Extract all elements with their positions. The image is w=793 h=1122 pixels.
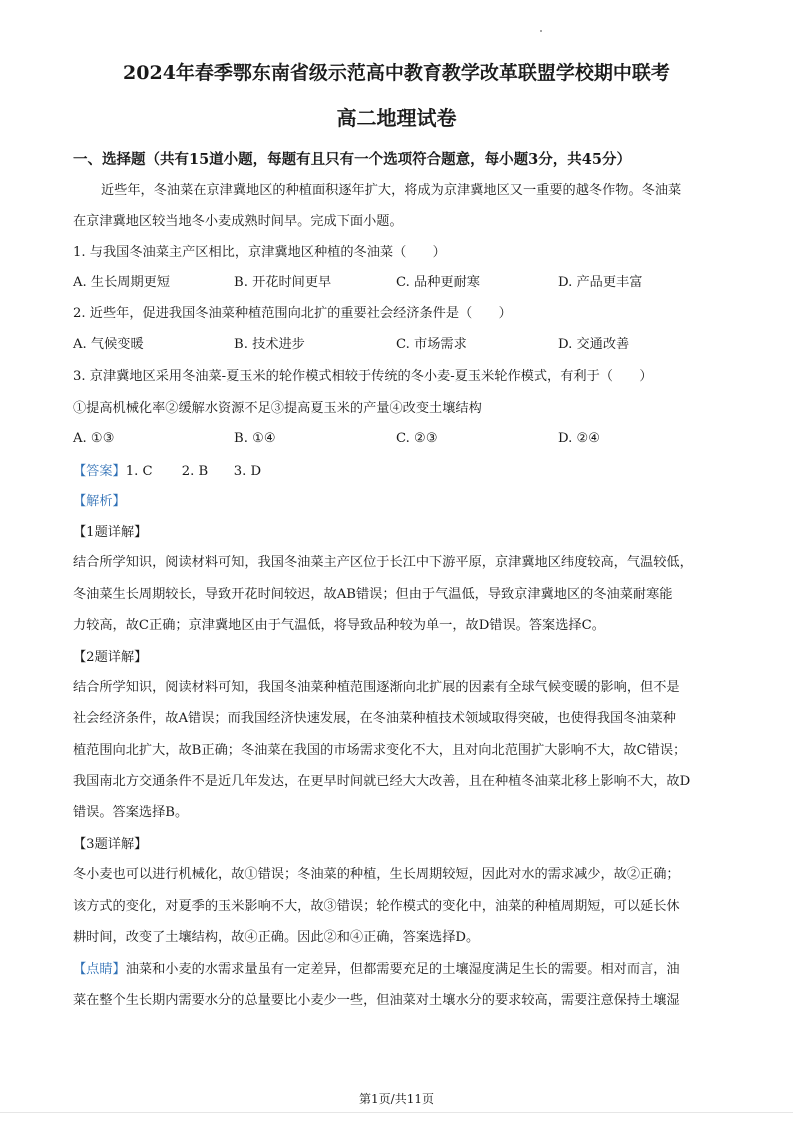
question-2-stem: 2. 近些年，促进我国冬油菜种植范围向北扩的重要社会经济条件是（ ） [73,306,512,321]
analysis-label: 【解析】 [73,494,126,509]
answer-label: 【答案】 [73,464,126,479]
question-3-option-a: A. ①③ [73,431,115,446]
detail-3-line-3: 耕时间，改变了土壤结构，故④正确。因此②和④正确，答案选择D。 [73,930,480,945]
question-2-option-d: D. 交通改善 [558,337,630,352]
question-1-option-d: D. 产品更丰富 [558,275,643,290]
question-2-option-a: A. 气候变暖 [73,337,144,352]
tip-line-1 [73,960,680,980]
detail-1-heading: 【1题详解】 [73,525,148,540]
question-1-option-b: B. 开花时间更早 [234,275,332,290]
page-number: 第1页/共11页 [359,1092,434,1106]
answer-item-1: 1. C [125,464,153,479]
question-2-option-c: C. 市场需求 [396,337,467,352]
question-3-stem: 3. 京津冀地区采用冬油菜-夏玉米的轮作模式相较于传统的冬小麦-夏玉米轮作模式，有利于（ ） [73,369,653,384]
detail-1-line-3: 力较高，故C正确；京津冀地区由于气温低，将导致品种较为单一，故D错误。答案选择C。 [73,618,605,633]
page-bottom-rule [0,1112,793,1113]
question-1-option-a: A. 生长周期更短 [73,275,171,290]
detail-2-line-5: 错误。答案选择B。 [73,805,189,820]
detail-3-line-2: 该方式的变化，对夏季的玉米影响不大，故③错误；轮作模式的变化中，油菜的种植周期短，可以延长休 [73,899,680,914]
exam-title: 2024年春季鄂东南省级示范高中教育教学改革联盟学校期中联考 [123,62,670,84]
exam-subtitle: 高二地理试卷 [336,106,457,130]
detail-2-line-4: 我国南北方交通条件不是近几年发达，在更早时间就已经大大改善，且在种植冬油菜北移上影响不大，故D [73,774,691,789]
detail-2-line-1: 结合所学知识，阅读材料可知，我国冬油菜种植范围逐渐向北扩展的因素有全球气候变暖的影响，但不是 [73,680,680,695]
question-2-option-b: B. 技术进步 [234,337,305,352]
detail-2-line-2: 社会经济条件，故A错误；而我国经济快速发展，在冬油菜种植技术领域取得突破，也使得我国冬油菜种 [73,711,676,726]
question-3-option-d: D. ②④ [558,431,601,446]
question-3-option-b: B. ①④ [234,431,276,446]
question-1-stem: 1. 与我国冬油菜主产区相比，京津冀地区种植的冬油菜（ ） [73,245,446,260]
detail-2-heading: 【2题详解】 [73,650,148,665]
scan-dot [540,30,542,32]
answer-item-3: 3. D [233,464,262,479]
tip-label: 【点睛】 [73,962,126,977]
question-3-statements: ①提高机械化率②缓解水资源不足③提高夏玉米的产量④改变土壤结构 [73,401,482,416]
material-line-2: 在京津冀地区较当地冬小麦成熟时间早。完成下面小题。 [73,214,403,229]
tip-text-1: 油菜和小麦的水需求量虽有一定差异，但都需要充足的土壤湿度满足生长的需要。相对而言，油 [125,962,680,977]
answer-line [73,462,261,482]
detail-1-line-2: 冬油菜生长周期较长，导致开花时间较迟，故AB错误；但由于气温低，导致京津冀地区的冬油菜耐寒能 [73,587,673,602]
question-3-option-c: C. ②③ [396,431,438,446]
question-1-option-c: C. 品种更耐寒 [396,275,480,290]
detail-3-heading: 【3题详解】 [73,837,148,852]
detail-2-line-3: 植范围向北扩大，故B正确；冬油菜在我国的市场需求变化不大，且对向北范围扩大影响不大，故C错误； [73,743,687,758]
detail-1-line-1: 结合所学知识，阅读材料可知，我国冬油菜主产区位于长江中下游平原，京津冀地区纬度较高，气温较低， [73,555,693,570]
answer-item-2: 2. B [181,464,209,479]
detail-3-line-1: 冬小麦也可以进行机械化，故①错误；冬油菜的种植，生长周期较短，因此对水的需求减少，故②正确； [73,867,680,882]
tip-line-2: 菜在整个生长期内需要水分的总量要比小麦少一些，但油菜对土壤水分的要求较高，需要注意保持土壤湿 [73,993,680,1008]
section-heading: 一、选择题（共有15道小题，每题有且只有一个选项符合题意，每小题3分，共45分） [73,151,631,168]
material-line-1: 近些年，冬油菜在京津冀地区的种植面积逐年扩大，将成为京津冀地区又一重要的越冬作物。冬油菜 [101,183,682,198]
